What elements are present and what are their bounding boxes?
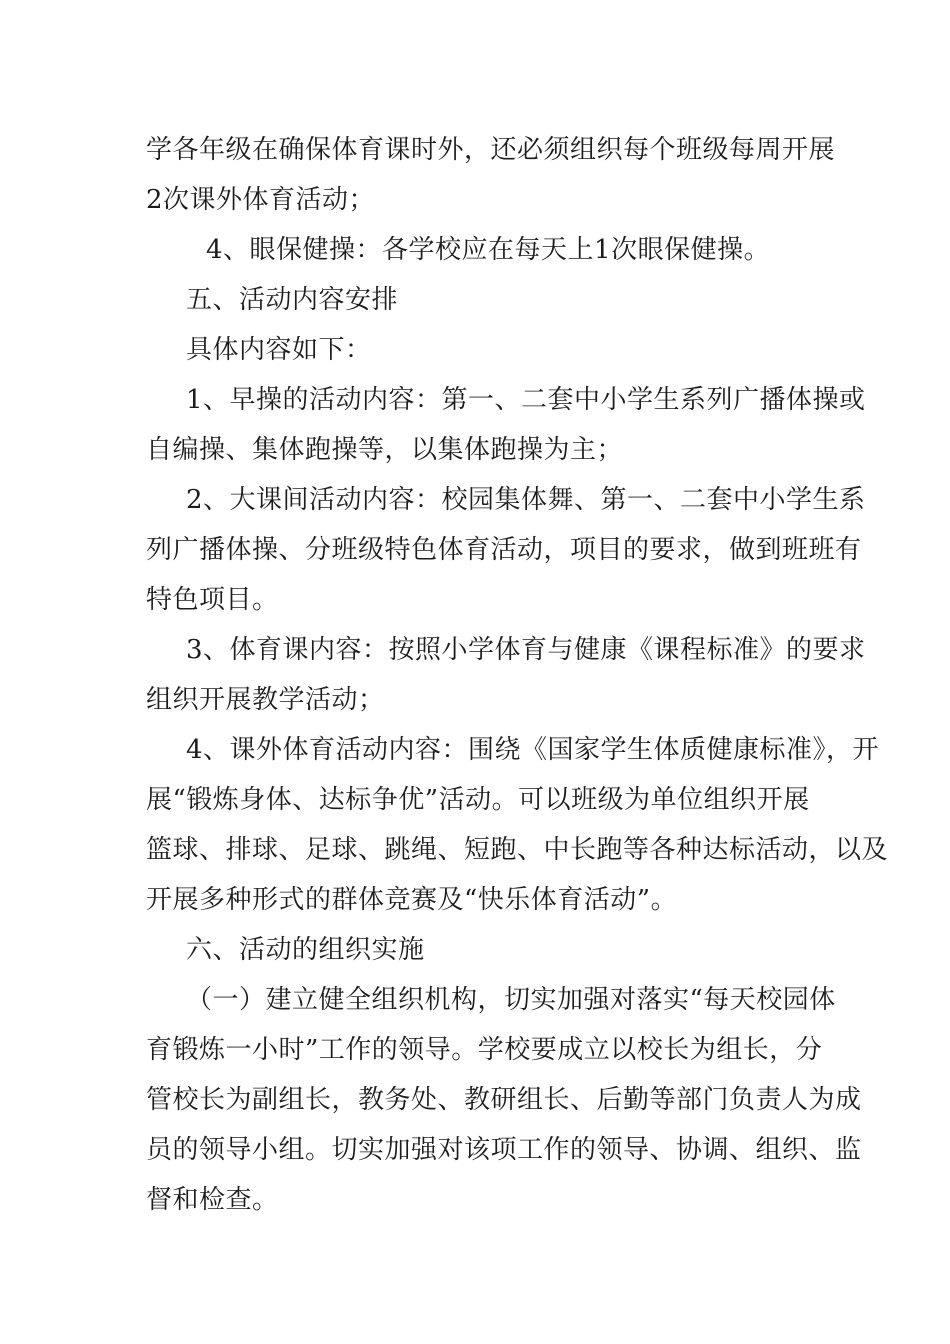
text-line: 2次课外体育活动； xyxy=(146,185,376,215)
text-line: 2、大课间活动内容：校园集体舞、第一、二套中小学生系 xyxy=(186,485,866,515)
text-line: 展“锻炼身体、达标争优”活动。可以班级为单位组织开展 xyxy=(146,785,810,815)
text-line: 员的领导小组。切实加强对该项工作的领导、协调、组织、监 xyxy=(146,1135,862,1165)
text-line: 1、早操的活动内容：第一、二套中小学生系列广播体操或 xyxy=(186,385,866,415)
text-line: 管校长为副组长，教务处、教研组长、后勤等部门负责人为成 xyxy=(146,1085,862,1115)
text-line: 具体内容如下： xyxy=(186,335,372,365)
section-heading: 六、活动的组织实施 xyxy=(186,935,425,965)
text-line: 篮球、排球、足球、跳绳、短跑、中长跑等各种达标活动，以及 xyxy=(146,835,889,865)
text-line: 自编操、集体跑操等，以集体跑操为主； xyxy=(146,435,624,465)
text-line: 组织开展教学活动； xyxy=(146,685,385,715)
text-line: 开展多种形式的群体竞赛及“快乐体育活动”。 xyxy=(146,885,678,915)
text-line: 督和检查。 xyxy=(146,1185,279,1215)
section-heading: 五、活动内容安排 xyxy=(186,285,399,315)
text-line: 育锻炼一小时”工作的领导。学校要成立以校长为组长，分 xyxy=(146,1035,823,1065)
text-line: 特色项目。 xyxy=(146,585,279,615)
text-line: （一）建立健全组织机构，切实加强对落实“每天校园体 xyxy=(186,985,836,1015)
text-line: 4、课外体育活动内容：围绕《国家学生体质健康标准》，开 xyxy=(186,735,880,765)
text-line: 4、眼保健操：各学校应在每天上1次眼保健操。 xyxy=(206,235,771,265)
text-line: 3、体育课内容：按照小学体育与健康《课程标准》的要求 xyxy=(186,635,866,665)
text-line: 学各年级在确保体育课时外，还必须组织每个班级每周开展 xyxy=(146,135,836,165)
text-line: 列广播体操、分班级特色体育活动，项目的要求，做到班班有 xyxy=(146,535,862,565)
